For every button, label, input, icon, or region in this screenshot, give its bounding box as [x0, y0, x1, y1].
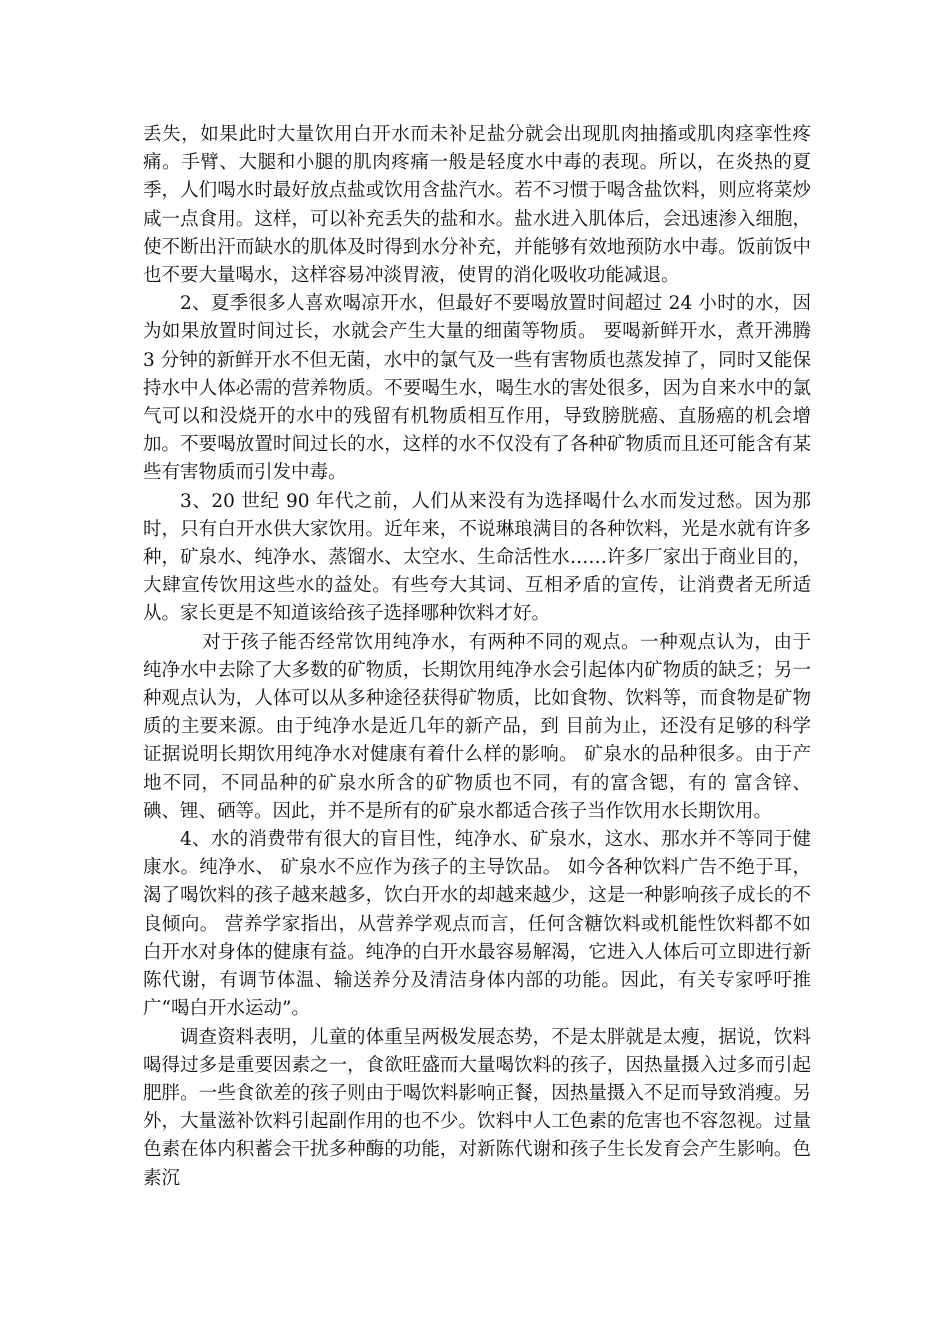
paragraph-point-2: 2、夏季很多人喜欢喝凉开水，但最好不要喝放置时间超过 24 小时的水，因为如果放置时间过长，水就会产生大量的细菌等物质。 要喝新鲜开水，煮开沸腾 3 分钟的新鲜开水不但无菌，水中的氯气及一些有害物质也蒸发掉了，同时又能保持水中人体必需的营养物质。不要喝生水，喝生水的害处很多，因为自来水中的氯气可以和没烧开的水中的残留有机物质相互作用，导致膀胱癌、直肠癌的机会增加。不要喝放置时间过长的水，这样的水不仅没有了各种矿物质而且还可能含有某些有害物质而引发中毒。 — [143, 293, 811, 484]
document-page — [143, 121, 811, 1193]
paragraph-survey: 调查资料表明，儿童的体重呈两极发展态势，不是太胖就是太瘦，据说，饮料喝得过多是重要因素之一，食欲旺盛而大量喝饮料的孩子，因热量摄入过多而引起肥胖。一些食欲差的孩子则由于喝饮料影响正餐，因热量摄入不足而导致消瘦。另外，大量滋补饮料引起副作用的也不少。饮料中人工色素的危害也不容忽视。过量色素在体内积蓄会干扰多种酶的功能，对新陈代谢和孩子生长发育会产生影响。色素沉 — [143, 1026, 811, 1189]
paragraph-continuation: 丢失，如果此时大量饮用白开水而未补足盐分就会出现肌肉抽搐或肌肉痉挛性疼痛。手臂、大腿和小腿的肌肉疼痛一般是轻度水中毒的表现。所以，在炎热的夏季，人们喝水时最好放点盐或饮用含盐汽水。若不习惯于喝含盐饮料，则应将菜炒咸一点食用。这样，可以补充丢失的盐和水。盐水进入肌体后，会迅速渗入细胞，使不断出汗而缺水的肌体及时得到水分补充，并能够有效地预防水中毒。饭前饭中也不要大量喝水，这样容易冲淡胃液，使胃的消化吸收功能减退。 — [143, 124, 811, 287]
paragraph-point-4: 4、水的消费带有很大的盲目性，纯净水、矿泉水，这水、那水并不等同于健康水。纯净水、 矿泉水不应作为孩子的主导饮品。 如今各种饮料广告不绝于耳，渴了喝饮料的孩子越来越多，饮白开水的却越来越少，这是一种影响孩子成长的不良倾向。 营养学家指出，从营养学观点而言，任何含糖饮料或机能性饮料都不如白开水对身体的健康有益。纯净的白开水最容易解渴，它进入人体后可立即进行新陈代谢，有调节体温、输送养分及清洁身体内部的功能。因此，有关专家呼吁推广“喝白开水运动”。 — [143, 829, 811, 1020]
paragraph-point-3: 3、20 世纪 90 年代之前，人们从来没有为选择喝什么水而发过愁。因为那时，只有白开水供大家饮用。近年来，不说琳琅满目的各种饮料，光是水就有许多种，矿泉水、纯净水、蒸馏水、太空水、生命活性水……许多厂家出于商业目的，大肆宣传饮用这些水的益处。有些夸大其词、互相矛盾的宣传，让消费者无所适从。家长更是不知道该给孩子选择哪种饮料才好。 — [143, 490, 811, 625]
paragraph-purified-water: 对于孩子能否经常饮用纯净水，有两种不同的观点。一种观点认为，由于纯净水中去除了大多数的矿物质，长期饮用纯净水会引起体内矿物质的缺乏；另一种观点认为，人体可以从多种途径获得矿物质，比如食物、饮料等，而食物是矿物质的主要来源。由于纯净水是近几年的新产品，到 目前为止，还没有足够的科学证据说明长期饮用纯净水对健康有着什么样的影响。 矿泉水的品种很多。由于产地不同，不同品种的矿泉水所含的矿物质也不同，有的富含锶，有的 富含锌、碘、锂、硒等。因此，并不是所有的矿泉水都适合孩子当作饮用水长期饮用。 — [143, 631, 811, 822]
